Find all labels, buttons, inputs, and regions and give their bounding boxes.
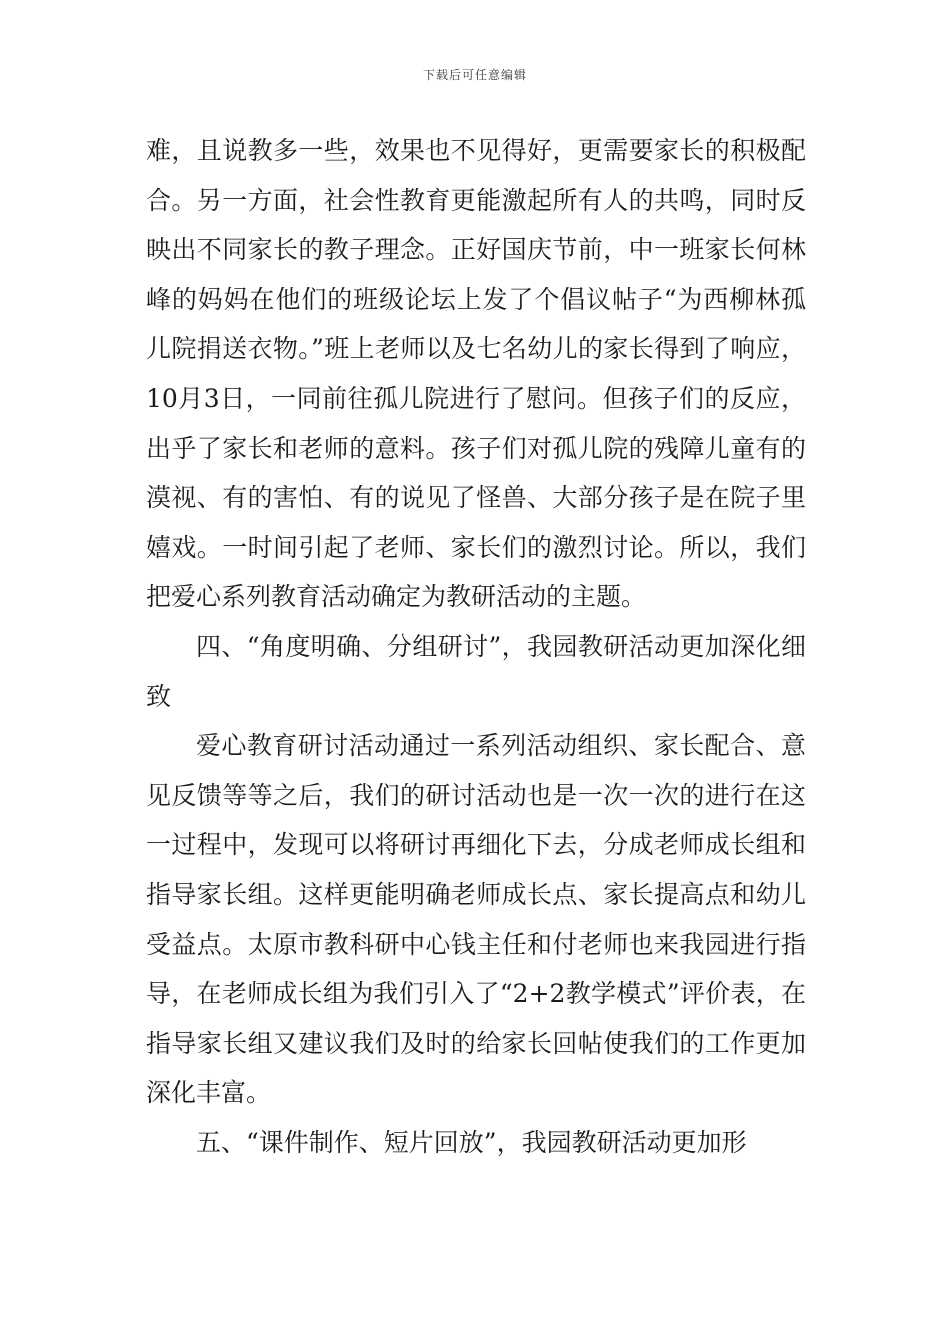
document-body	[146, 126, 806, 1167]
paragraph-love-education: 爱心教育研讨活动通过一系列活动组织、家长配合、意见反馈等等之后，我们的研讨活动也是一次一次的进行在这一过程中，发现可以将研讨再细化下去，分成老师成长组和指导家长组。这样更能明确老师成长点、家长提高点和幼儿受益点。太原市教科研中心钱主任和付老师也来我园进行指导，在老师成长组为我们引入了“2+2教学模式”评价表，在指导家长组又建议我们及时的给家长回帖使我们的工作更加深化丰富。	[146, 731, 806, 1108]
paragraph-continued: 难，且说教多一些，效果也不见得好，更需要家长的积极配合。另一方面，社会性教育更能激起所有人的共鸣，同时反映出不同家长的教子理念。正好国庆节前，中一班家长何林峰的妈妈在他们的班级论坛上发了个倡议帖子“为西柳林孤儿院捐送衣物。”班上老师以及七名幼儿的家长得到了响应，10月3日，一同前往孤儿院进行了慰问。但孩子们的反应，出乎了家长和老师的意料。孩子们对孤儿院的残障儿童有的漠视、有的害怕、有的说见了怪兽、大部分孩子是在院子里嬉戏。一时间引起了老师、家长们的激烈讨论。所以，我们把爱心系列教育活动确定为教研活动的主题。	[146, 136, 806, 612]
page-header-note: 下载后可任意编辑	[422, 68, 527, 82]
section-heading-four: 四、“角度明确、分组研讨”，我园教研活动更加深化细致	[146, 631, 806, 711]
section-heading-five: 五、“课件制作、短片回放”，我园教研活动更加形	[196, 1127, 747, 1157]
